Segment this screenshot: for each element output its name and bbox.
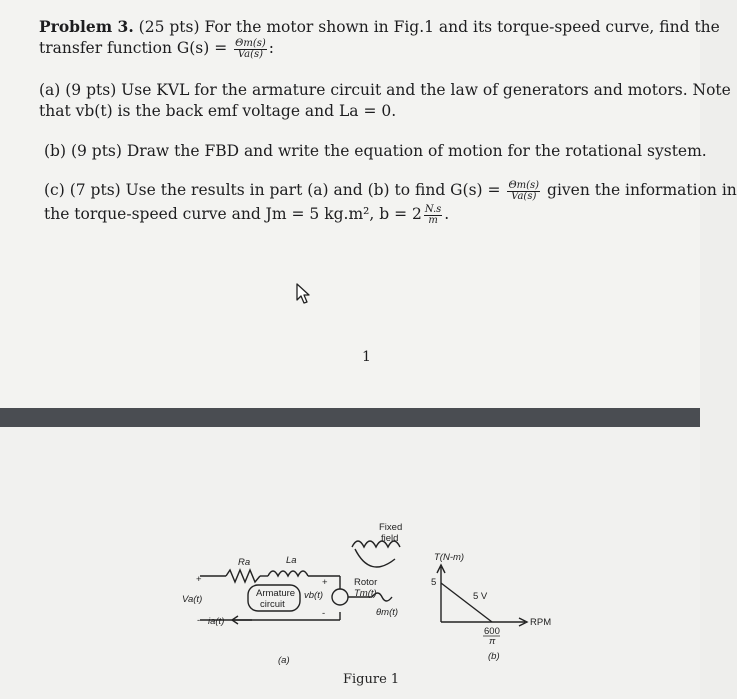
problem-line-1	[39, 17, 720, 37]
page-divider	[0, 408, 700, 427]
label-t-value: 5	[431, 577, 437, 588]
label-plus2: +	[322, 577, 328, 588]
label-rotor: Rotor	[354, 577, 378, 588]
part-c-fraction	[507, 181, 540, 202]
part-a-line-1: (a) (9 pts) Use KVL for the armature circuit and the law of generators and motors. Note	[39, 81, 731, 99]
label-ra: Ra	[238, 557, 251, 568]
label-ia: ia(t)	[208, 616, 225, 627]
part-b-line-1: (b) (9 pts) Draw the FBD and write the equation of motion for the rotational system.	[44, 142, 707, 160]
units-num: N.s	[424, 203, 442, 215]
part-c-line2-end: .	[444, 205, 450, 223]
motor-figure	[0, 427, 700, 699]
label-fig-a: (a)	[278, 655, 290, 666]
mouse-cursor-icon	[295, 282, 311, 304]
label-la: La	[286, 555, 297, 566]
part-a-line-2: that vb(t) is the back emf voltage and La = 0.	[39, 102, 397, 120]
label-rpm-den: π	[489, 636, 496, 647]
part-c-frac-num: Θm(s)	[508, 179, 540, 191]
inductor-la	[268, 571, 308, 576]
fraction-numerator: Θm(s)	[235, 37, 266, 49]
page-number: 1	[362, 349, 371, 365]
label-circuit: circuit	[260, 599, 285, 610]
label-t-axis: T(N-m)	[434, 552, 465, 563]
label-fixed: Fixed	[379, 522, 403, 533]
part-c-start: (c) (7 pts) Use the results in part (a) and (b) to find G(s) =	[44, 181, 501, 199]
part-c-line-2	[44, 204, 449, 226]
label-fig-b: (b)	[488, 651, 500, 662]
label-5v: 5 V	[473, 591, 488, 602]
label-field: field	[381, 533, 399, 544]
transfer-fraction	[234, 39, 267, 60]
torque-speed-line	[441, 583, 492, 622]
label-rpm-num: 600	[484, 626, 500, 637]
label-tm: Tm(t)	[354, 588, 377, 599]
problem-line-2	[39, 38, 274, 60]
fraction-denominator: Va(s)	[237, 48, 264, 60]
units-den: m	[428, 214, 438, 226]
units-fraction	[424, 205, 442, 226]
part-c-line2-start: the torque-speed curve and Jm = 5 kg.m², b = 2	[44, 205, 422, 223]
label-va: Va(t)	[182, 594, 203, 605]
part-c-line-1	[44, 180, 737, 202]
label-vb: vb(t)	[304, 590, 323, 601]
rotor-circle	[332, 589, 348, 605]
label-minus2: -	[322, 608, 326, 619]
problem-intro-line2: transfer function G(s) =	[39, 39, 228, 57]
problem-label: Problem 3.	[39, 17, 134, 36]
part-c-end: given the information in	[547, 181, 737, 199]
problem-intro: (25 pts) For the motor shown in Fig.1 and its torque-speed curve, find the	[138, 18, 720, 36]
field-curve	[355, 549, 395, 567]
label-theta: θm(t)	[376, 607, 399, 618]
label-rpm: RPM	[530, 617, 552, 628]
label-minus1: -	[197, 615, 201, 626]
label-plus1: +	[196, 574, 202, 585]
resistor-ra	[226, 570, 260, 582]
figure-caption: Figure 1	[343, 672, 400, 687]
label-armature: Armature	[256, 588, 296, 599]
part-c-frac-den: Va(s)	[511, 190, 537, 202]
problem-intro-end: :	[268, 39, 275, 57]
